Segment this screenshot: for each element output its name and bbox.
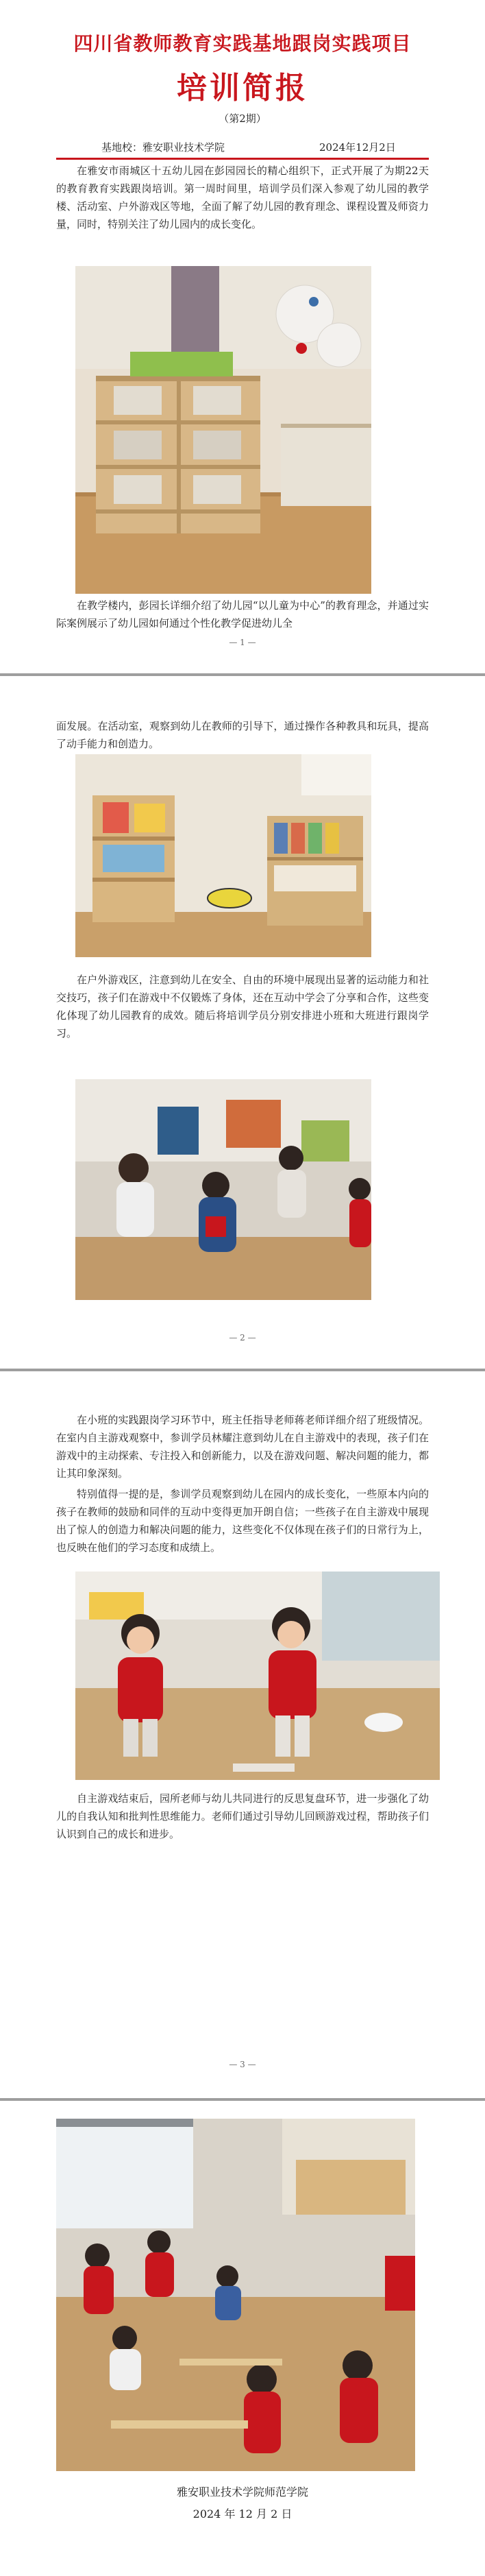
classroom-photo: [75, 266, 371, 594]
signature-date: 2024 年 12 月 2 日: [192, 2507, 293, 2520]
project-title: 四川省教师教育实践基地跟岗实践项目: [73, 32, 412, 55]
issue-number: （第2期）: [219, 112, 266, 125]
page-number: — 1 —: [229, 638, 256, 647]
paragraph: 在教学楼内，彭园长详细介绍了幼儿园“以儿童为中心”的教育理念，并通过实际案例展示了幼儿园如何通过个性化教学促进幼儿全: [56, 599, 429, 629]
bulletin-title: 培训简报: [177, 71, 308, 106]
free-play-photo: [75, 1572, 440, 1780]
page-separator: [0, 673, 485, 676]
page-separator: [0, 2098, 485, 2101]
outdoor-play-photo: [75, 1079, 371, 1300]
paragraph: 自主游戏结束后，园所老师与幼儿共同进行的反思复盘环节，进一步强化了幼儿的自我认知和批判性思维能力。老师们通过引导幼儿回顾游戏过程，帮助孩子们认识到自己的成长和进步。: [56, 1792, 429, 1840]
institution-signature: 雅安职业技术学院师范学院: [176, 2485, 308, 2499]
activity-room-photo: [75, 754, 371, 957]
paragraph: 特别值得一提的是，参训学员观察到幼儿在园内的成长变化，一些原本内向的孩子在教师的鼓励和同伴的互动中变得更加开朗自信；一些孩子在自主游戏中展现出了惊人的创造力和解决问题的能力，这些变化不仅体现在孩子们的日常行为上，也反映在他们的学习态度和成绩上。: [56, 1488, 429, 1554]
group-play-photo: [56, 2119, 415, 2471]
issue-date: 2024年12月2日: [319, 141, 396, 154]
page-number: — 3 —: [229, 2060, 256, 2069]
paragraph: 在雅安市雨城区十五幼儿园在彭园园长的精心组织下，正式开展了为期22天的教育教育实践跟岗培训。第一周时间里，培训学员们深入参观了幼儿园的教学楼、活动室、户外游戏区等地，全面了解了幼儿园的教育理念、课程设置及师资力量，同时，特别关注了幼儿园内的成长变化。: [56, 165, 429, 230]
page-number: — 2 —: [229, 1333, 256, 1343]
header-divider: [56, 158, 429, 160]
page-separator: [0, 1369, 485, 1371]
paragraph: 面发展。在活动室，观察到幼儿在教师的引导下，通过操作各种教具和玩具，提高了动手能力和创造力。: [56, 720, 429, 750]
paragraph: 在小班的实践跟岗学习环节中，班主任指导老师蒋老师详细介绍了班级情况。在室内自主游戏观察中，参训学员林耀注意到幼儿在自主游戏中的表现，孩子们在游戏中的主动探索、专注投入和创新能力，以及在游戏问题、解决问题的能力，都让其印象深刻。: [56, 1414, 429, 1480]
paragraph: 在户外游戏区，注意到幼儿在安全、自由的环境中展现出显著的运动能力和社交技巧，孩子们在游戏中不仅锻炼了身体，还在互动中学会了分享和合作，这些变化体现了幼儿园教育的成效。随后将培训学员分别安排进小班和大班进行跟岗学习。: [56, 974, 429, 1039]
base-school: 基地校：雅安职业技术学院: [101, 141, 225, 154]
